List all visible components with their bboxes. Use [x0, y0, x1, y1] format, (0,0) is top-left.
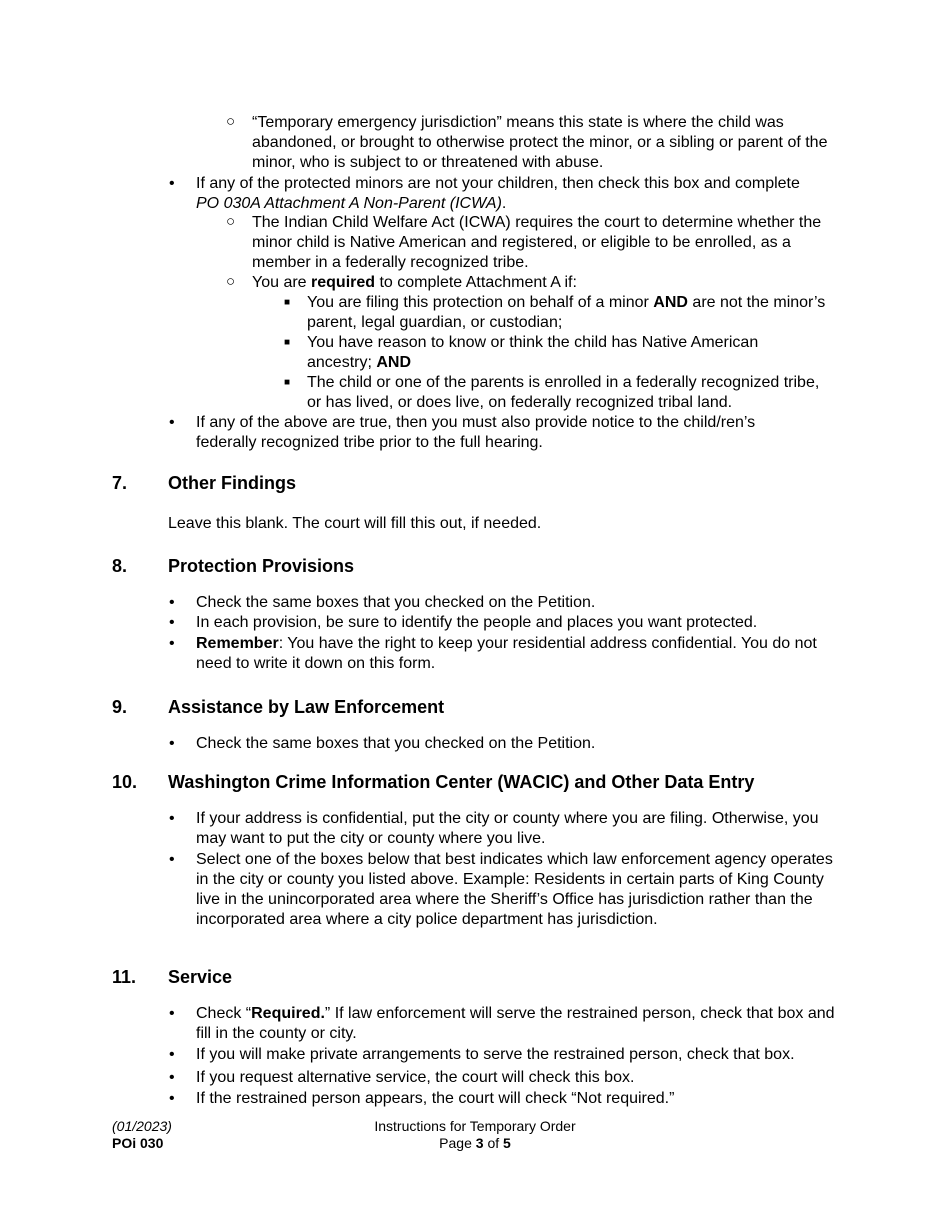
square-bullet-icon: ■	[284, 297, 291, 308]
section-8-item-3: • Remember: You have the right to keep your residential address confidential. You do not need to write it down on this form.	[169, 635, 817, 672]
section-8-title: Protection Provisions	[168, 556, 355, 576]
footer-doc-title: Instructions for Temporary Order	[374, 1118, 576, 1134]
section-11-item-3: • If you request alternative service, the court will check this box.	[169, 1069, 635, 1086]
bullet-icon: •	[169, 851, 175, 868]
bullet-icon: •	[169, 594, 175, 611]
required-sub-item-2: ■ You have reason to know or think the child has Native American ancestry; AND	[284, 334, 759, 371]
icwa-item: ○ The Indian Child Welfare Act (ICWA) requires the court to determine whether the minor child is Native American and registered, or eligible to be enrolled, as a member in a federally recognized tribe.	[226, 213, 822, 271]
required-sub-item-3: ■ The child or one of the parents is enrolled in a federally recognized tribe, or has lived, or does live, on federally recognized tribal land.	[284, 374, 820, 411]
section-10-number: 10.	[112, 772, 138, 792]
square-bullet-icon: ■	[284, 337, 291, 348]
section-9-item-1: • Check the same boxes that you checked on the Petition.	[169, 735, 596, 752]
bullet-icon: •	[169, 1005, 175, 1022]
section-11-number: 11.	[112, 967, 137, 987]
notice-item: • If any of the above are true, then you must also provide notice to the child/ren’s federally recognized tribe prior to the full hearing.	[169, 414, 756, 451]
section-8-number: 8.	[112, 556, 128, 576]
section-11-item-1: • Check “Required.” If law enforcement will serve the restrained person, check that box and fill in the county or city.	[169, 1005, 835, 1042]
bullet-icon: •	[169, 810, 175, 827]
section-7-text: Leave this blank. The court will fill this out, if needed.	[168, 515, 542, 532]
section-10-title: Washington Crime Information Center (WACIC) and Other Data Entry	[168, 772, 755, 792]
section-9-title: Assistance by Law Enforcement	[168, 697, 445, 717]
section-10-item-2: • Select one of the boxes below that best indicates which law enforcement agency operates in the city or county you listed above. Example: Residents in certain parts of King County live in the unincorporated area where the Sheriff’s Office has jurisdiction rather than the incorporated area where a city police department has jurisdiction.	[169, 851, 833, 928]
bullet-icon: •	[169, 635, 175, 652]
bullet-icon: •	[169, 1069, 175, 1086]
section-7-number: 7.	[112, 473, 128, 493]
temp-emergency-item: ○ “Temporary emergency jurisdiction” means this state is where the child was abandoned, or brought to otherwise protect the minor, or a sibling or parent of the minor, who is subject to or threatened with abuse.	[226, 113, 828, 171]
circle-bullet-icon: ○	[226, 113, 236, 130]
footer-page-number: Page 3 of 5	[439, 1135, 511, 1151]
section-8-item-1: • Check the same boxes that you checked on the Petition.	[169, 594, 596, 611]
circle-bullet-icon: ○	[226, 273, 236, 290]
required-item: ○ You are required to complete Attachment A if:	[226, 273, 577, 291]
bullet-icon: •	[169, 1090, 175, 1107]
bullet-icon: •	[169, 1046, 175, 1063]
footer-date: (01/2023)	[112, 1118, 172, 1134]
section-8-item-2: • In each provision, be sure to identify the people and places you want protected.	[169, 614, 758, 631]
section-11-title: Service	[168, 967, 233, 987]
bullet-icon: •	[169, 614, 175, 631]
footer-form-id: POi 030	[112, 1135, 164, 1151]
bullet-icon: •	[169, 414, 175, 431]
bullet-icon: •	[169, 175, 175, 192]
section-11-item-2: • If you will make private arrangements to serve the restrained person, check that box.	[169, 1046, 795, 1063]
required-sub-item-1: ■ You are filing this protection on behalf of a minor AND are not the minor’s parent, legal guardian, or custodian;	[284, 294, 826, 331]
circle-bullet-icon: ○	[226, 213, 236, 230]
bullet-icon: •	[169, 735, 175, 752]
section-7-title: Other Findings	[168, 473, 296, 493]
section-11-item-4: • If the restrained person appears, the court will check “Not required.”	[169, 1090, 675, 1107]
not-children-item: • If any of the protected minors are not your children, then check this box and complete PO 030A Attachment A Non-Parent (ICWA).	[169, 175, 800, 212]
square-bullet-icon: ■	[284, 377, 291, 388]
section-9-number: 9.	[112, 697, 128, 717]
section-10-item-1: • If your address is confidential, put the city or county where you are filing. Otherwise, you may want to put the city or county where you live.	[169, 810, 819, 847]
